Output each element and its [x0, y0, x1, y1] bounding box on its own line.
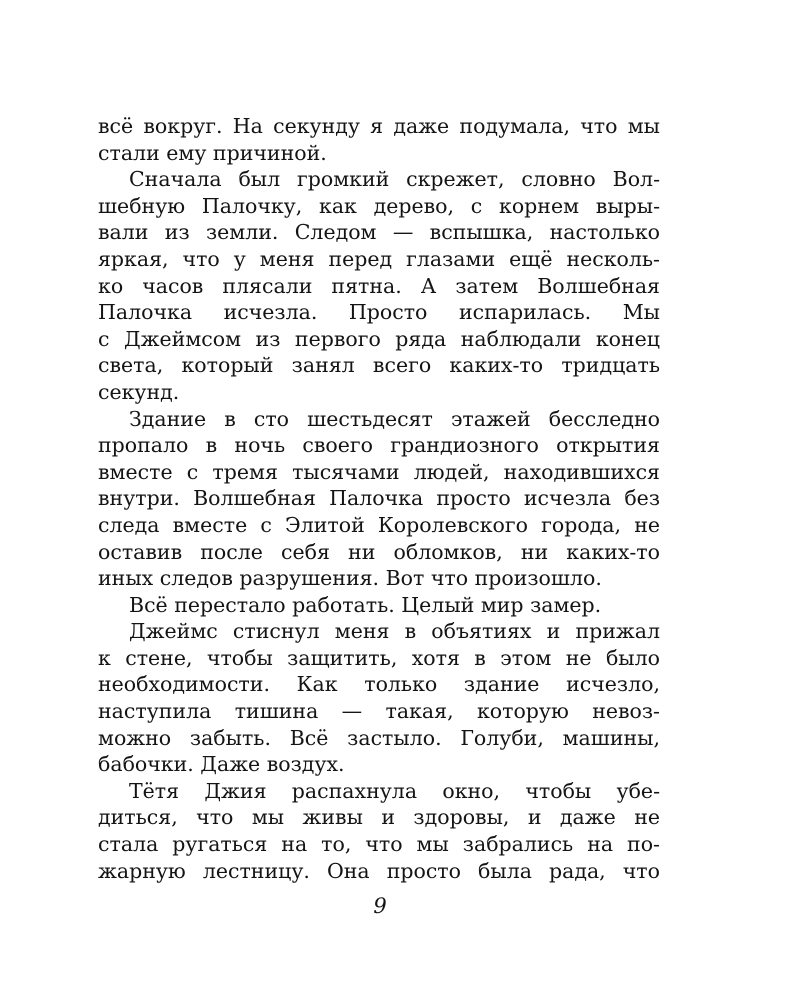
text-line: ко часов плясали пятна. А затем Волшебная: [98, 273, 660, 298]
text-line: оставив после себя ни обломков, ни каких-то: [98, 539, 660, 564]
text-line: Сначала был громкий скрежет, словно Вол-: [129, 167, 660, 192]
text-line: необходимости. Как только здание исчезло,: [98, 672, 660, 697]
text-line: всё вокруг. На секунду я даже подумала, что мы: [98, 114, 660, 138]
paragraph: [98, 113, 660, 166]
text-line: пропало в ночь своего грандиозного открытия: [98, 433, 660, 458]
text-line: стала ругаться на то, что мы забрались на по-: [98, 832, 660, 857]
text-line: можно забыть. Всё застыло. Голуби, машины,: [98, 725, 660, 750]
text-line: вместе с тремя тысячами людей, находившихся: [98, 459, 660, 484]
text-line: наступила тишина — такая, которую невоз-: [98, 699, 660, 724]
text-line: бабочки. Даже воздух.: [98, 752, 345, 777]
text-line: жарную лестницу. Она просто была рада, что: [98, 858, 660, 883]
text-line: Джеймс стиснул меня в объятиях и прижал: [129, 619, 660, 644]
paragraph: [98, 618, 660, 778]
text-line: внутри. Волшебная Палочка просто исчезла без: [98, 486, 660, 511]
text-line: диться, что мы живы и здоровы, и даже не: [98, 805, 660, 830]
text-line: стали ему причиной.: [98, 140, 327, 165]
text-line: к стене, чтобы защитить, хотя в этом не было: [98, 645, 660, 670]
page-number: 9: [373, 894, 387, 918]
text-line: яркая, что у меня перед глазами ещё несколь-: [98, 246, 660, 271]
body-text: [98, 113, 660, 884]
paragraph: [98, 406, 660, 592]
text-line: шебную Палочку, как дерево, с корнем выры-: [98, 193, 660, 218]
text-line: Здание в сто шестьдесят этажей бесследно: [129, 406, 660, 431]
text-line: иных следов разрушения. Вот что произошло.: [98, 566, 602, 591]
paragraph: [98, 592, 660, 619]
paragraph: [98, 778, 660, 884]
text-line: следа вместе с Элитой Королевского города, не: [98, 512, 660, 537]
text-line: секунд.: [98, 379, 180, 404]
text-line: Всё перестало работать. Целый мир замер.: [129, 592, 602, 617]
text-line: Тётя Джия распахнула окно, чтобы убе-: [129, 778, 660, 803]
text-line: Палочка исчезла. Просто испарилась. Мы: [98, 300, 660, 325]
text-line: вали из земли. Следом — вспышка, настолько: [98, 220, 660, 245]
paragraph: [98, 166, 660, 405]
text-line: света, который занял всего каких-то тридцать: [98, 353, 660, 378]
text-line: с Джеймсом из первого ряда наблюдали конец: [98, 326, 660, 351]
